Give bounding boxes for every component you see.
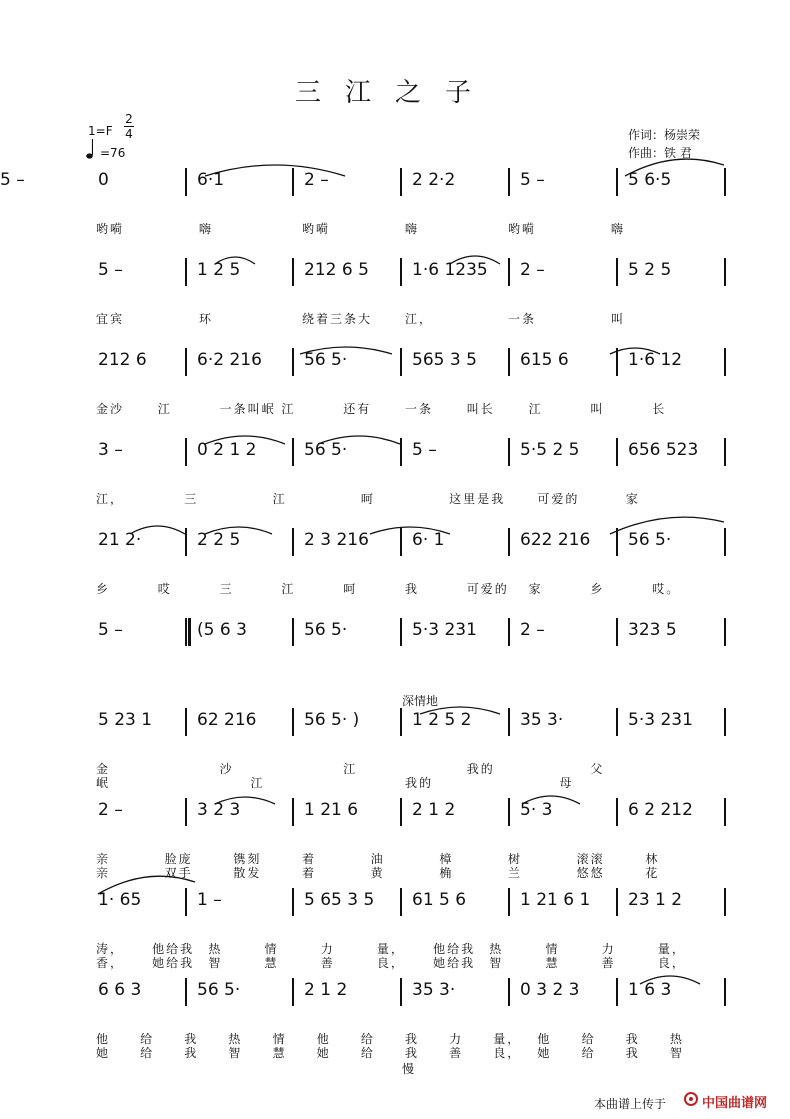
lyric-syllable-verse2: 我 (184, 1046, 199, 1060)
slur-arc (215, 797, 275, 804)
lyric-syllable: 环 (199, 312, 214, 326)
measure-notes: 212 6 5 (304, 260, 369, 280)
lyric-syllable: 樟 (439, 852, 454, 866)
lyric-syllable: 力 (320, 942, 335, 956)
lyric-syllable: 江 (157, 402, 172, 416)
lyric-syllable: 可爱的 (466, 582, 509, 596)
lyric-syllable: 涛， (96, 942, 125, 956)
lyric-syllable-verse2: 良， (657, 956, 686, 970)
lyric-syllable-verse2: 我 (405, 1046, 420, 1060)
measure-notes: 5·5 2 5 (520, 440, 580, 460)
lyric-syllable: 哟嗬 (96, 222, 125, 236)
measure-notes: 6·1 (197, 170, 225, 190)
lyric-syllable: 嗨 (405, 222, 420, 236)
lyric-syllable: 江 (281, 402, 296, 416)
measure-notes: 5 – (98, 620, 123, 640)
slur-arc (625, 159, 724, 176)
lyric-syllable-verse2: 她给我 (152, 956, 195, 970)
lyric-syllable-verse2: 我 (625, 1046, 640, 1060)
lyric-syllable: 热 (489, 942, 504, 956)
lyric-syllable: 家 (528, 582, 543, 596)
measure-notes: 5·3 231 (412, 620, 477, 640)
measure-notes: 3 2 3 (197, 800, 241, 820)
measure-notes: 2 2·2 (412, 170, 456, 190)
lyric-syllable: 金沙 (96, 402, 125, 416)
measure-notes: 23 1 2 (628, 890, 683, 910)
lyric-syllable: 江 (528, 402, 543, 416)
measure-notes: 212 6 (98, 350, 147, 370)
slur-arc (205, 436, 285, 444)
measure-notes: 61 5 6 (412, 890, 467, 910)
lyric-syllable: 哎。 (652, 582, 681, 596)
measure-notes: 2 – (98, 800, 123, 820)
lyric-syllable-verse2: 双手 (164, 866, 193, 880)
lyric-syllable: 脸庞 (164, 852, 193, 866)
lyric-syllable-verse2: 慧 (272, 1046, 287, 1060)
lyric-syllable: 他 (537, 1032, 552, 1046)
slur-arc (450, 256, 500, 264)
lyric-syllable: 我 (405, 582, 420, 596)
lyric-syllable-verse2: 悠悠 (576, 866, 605, 880)
composer-credit: 作曲：铁 君 (628, 146, 692, 160)
lyric-syllable: 绕着三条大 (302, 312, 373, 326)
time-signature-bottom: 4 (125, 127, 133, 141)
lyric-syllable: 给 (140, 1032, 155, 1046)
expression-mark: 深情地 (402, 694, 439, 708)
lyric-syllable: 油 (370, 852, 385, 866)
lyric-syllable: 乡 (96, 582, 111, 596)
expression-mark: 慢 (402, 1062, 415, 1076)
lyric-syllable-verse2: 香， (96, 956, 125, 970)
lyric-syllable: 嗨 (199, 222, 214, 236)
lyric-syllable: 父 (590, 762, 605, 776)
measure-notes: 323 5 (628, 620, 677, 640)
lyric-syllable: 热 (208, 942, 223, 956)
lyric-syllable-verse2: 智 (228, 1046, 243, 1060)
measure-notes: 56 5· (304, 620, 348, 640)
lyric-syllable: 三 (219, 582, 234, 596)
measure-notes: 3 – (98, 440, 123, 460)
lyric-syllable-verse2: 智 (208, 956, 223, 970)
measure-notes: 56 5· (304, 350, 348, 370)
measure-notes: 1·6 1235 (412, 260, 488, 280)
upload-notice: 本曲谱上传于 (594, 1097, 667, 1111)
measure-notes: 5 65 3 5 (304, 890, 375, 910)
time-signature-top: 2 (125, 112, 133, 126)
lyric-syllable: 量， (493, 1032, 522, 1046)
lyric-syllable: 热 (669, 1032, 684, 1046)
lyric-syllable-verse2: 善 (601, 956, 616, 970)
lyric-syllable-verse2: 岷 (96, 776, 111, 790)
measure-notes: 5 2 5 (628, 260, 672, 280)
slur-arc (420, 707, 500, 714)
key-signature: 1=F (88, 124, 113, 138)
measure-notes: 565 3 5 (412, 350, 477, 370)
lyric-syllable-verse2: 善 (449, 1046, 464, 1060)
slur-arc (300, 347, 392, 354)
measure-notes: 0 (98, 170, 109, 190)
measure-notes: 622 216 (520, 530, 591, 550)
lyric-syllable: 他 (316, 1032, 331, 1046)
lyric-syllable: 叫 (611, 312, 626, 326)
tempo-marking: =76 (100, 146, 126, 160)
lyric-syllable: 这里是我 (449, 492, 506, 506)
measure-notes: 1 2 5 (197, 260, 241, 280)
measure-notes: 1 2 5 2 (412, 710, 472, 730)
lyric-syllable: 我 (184, 1032, 199, 1046)
lyric-syllable: 叫长 (466, 402, 495, 416)
lyric-syllable: 他给我 (433, 942, 476, 956)
slur-arc (640, 976, 700, 984)
lyric-syllable-verse2: 着 (302, 866, 317, 880)
lyric-syllable-verse2: 她 (96, 1046, 111, 1060)
lyric-syllable: 亲 (96, 852, 111, 866)
lyric-syllable: 热 (228, 1032, 243, 1046)
lyric-syllable-verse2: 她 (537, 1046, 552, 1060)
lyric-syllable: 江， (96, 492, 125, 506)
lyric-syllable: 可爱的 (537, 492, 580, 506)
lyric-syllable: 三 (184, 492, 199, 506)
measure-notes: 56 5· (628, 530, 672, 550)
measure-notes: 615 6 (520, 350, 569, 370)
lyric-syllable: 我 (625, 1032, 640, 1046)
slur-arc (215, 257, 255, 264)
lyric-syllable: 情 (272, 1032, 287, 1046)
lyric-syllable: 长 (652, 402, 667, 416)
measure-notes: 5 – (0, 170, 25, 190)
slur-arc (610, 517, 724, 534)
lyric-syllable: 我的 (466, 762, 495, 776)
measure-notes: 6 2 212 (628, 800, 693, 820)
lyric-syllable-verse2: 母 (559, 776, 574, 790)
lyric-syllable: 林 (645, 852, 660, 866)
lyric-syllable-verse2: 给 (360, 1046, 375, 1060)
measure-notes: 6 6 3 (98, 980, 142, 1000)
measure-notes: 1·6 12 (628, 350, 683, 370)
lyric-syllable-verse2: 慧 (545, 956, 560, 970)
lyric-syllable: 嗨 (611, 222, 626, 236)
lyric-syllable: 情 (545, 942, 560, 956)
measure-notes: 56 5· (197, 980, 241, 1000)
lyric-syllable: 一条 (405, 402, 434, 416)
lyric-syllable-verse2: 良， (493, 1046, 522, 1060)
measure-notes: 1· 65 (98, 890, 142, 910)
lyric-syllable: 叫 (590, 402, 605, 416)
slur-arc (610, 348, 660, 354)
lyric-syllable-verse2: 江 (250, 776, 265, 790)
lyric-syllable: 滚滚 (576, 852, 605, 866)
lyric-syllable-verse2: 善 (320, 956, 335, 970)
measure-notes: 21 2· (98, 530, 142, 550)
lyric-syllable-verse2: 智 (489, 956, 504, 970)
measure-notes: 2 1 2 (304, 980, 348, 1000)
lyric-syllable: 江， (405, 312, 434, 326)
lyric-syllable: 呵 (360, 492, 375, 506)
measure-notes: 2 2 5 (197, 530, 241, 550)
lyric-syllable: 乡 (590, 582, 605, 596)
lyric-syllable-verse2: 良， (376, 956, 405, 970)
lyric-syllable: 力 (449, 1032, 464, 1046)
lyric-syllable: 量， (657, 942, 686, 956)
slur-arc (205, 527, 272, 534)
measure-notes: 5 6·5 (628, 170, 672, 190)
lyric-syllable: 沙 (219, 762, 234, 776)
lyric-syllable: 镌刻 (233, 852, 262, 866)
slur-arc (370, 527, 450, 534)
lyric-syllable: 情 (264, 942, 279, 956)
measure-notes: 62 216 (197, 710, 257, 730)
lyric-syllable: 我 (405, 1032, 420, 1046)
measure-notes: 56 5· (304, 440, 348, 460)
slur-arc (318, 436, 400, 444)
measure-notes: 2 – (304, 170, 329, 190)
lyric-syllable: 给 (581, 1032, 596, 1046)
measure-notes: 35 3· (412, 980, 456, 1000)
site-logo-icon (684, 1092, 698, 1106)
measure-notes: 5·3 231 (628, 710, 693, 730)
measure-notes: 56 5· ) (304, 710, 360, 730)
lyric-syllable: 给 (360, 1032, 375, 1046)
lyric-syllable-verse2: 亲 (96, 866, 111, 880)
lyric-syllable: 江 (272, 492, 287, 506)
page-title: 三江之子 (294, 78, 495, 108)
lyric-syllable-verse2: 她给我 (433, 956, 476, 970)
measure-notes: 5 – (520, 170, 545, 190)
lyric-syllable: 还有 (343, 402, 372, 416)
measure-notes: 1 21 6 1 (520, 890, 591, 910)
measure-notes: 1 – (197, 890, 222, 910)
lyric-syllable: 宜宾 (96, 312, 125, 326)
lyric-syllable-verse2: 桷 (439, 866, 454, 880)
lyric-syllable: 他给我 (152, 942, 195, 956)
measure-notes: 2 1 2 (412, 800, 456, 820)
lyric-syllable: 哟嗬 (302, 222, 331, 236)
measure-notes: 5 23 1 (98, 710, 153, 730)
measure-notes: 6· 1 (412, 530, 445, 550)
lyric-syllable: 力 (601, 942, 616, 956)
lyric-syllable-verse2: 给 (140, 1046, 155, 1060)
lyric-syllable: 一条叫岷 (219, 402, 276, 416)
slur-arc (98, 876, 195, 894)
measure-notes: 0 2 1 2 (197, 440, 257, 460)
lyric-syllable: 着 (302, 852, 317, 866)
measure-notes: 35 3· (520, 710, 564, 730)
measure-notes: 2 – (520, 260, 545, 280)
slur-arc (205, 165, 345, 176)
measure-notes: 2 – (520, 620, 545, 640)
lyric-syllable-verse2: 智 (669, 1046, 684, 1060)
measure-notes: 2 3 216 (304, 530, 369, 550)
slur-arc (130, 526, 185, 534)
lyric-syllable-verse2: 她 (316, 1046, 331, 1060)
lyric-syllable-verse2: 给 (581, 1046, 596, 1060)
lyric-syllable: 金 (96, 762, 111, 776)
lyric-syllable-verse2: 散发 (233, 866, 262, 880)
lyric-syllable: 哎 (157, 582, 172, 596)
lyric-syllable-verse2: 黄 (370, 866, 385, 880)
lyric-syllable: 江 (343, 762, 358, 776)
lyricist-credit: 作词：杨崇荣 (628, 128, 701, 142)
measure-notes: 1 21 6 (304, 800, 359, 820)
lyric-syllable: 家 (625, 492, 640, 506)
measure-notes: 6·2 216 (197, 350, 262, 370)
slur-arc (522, 796, 580, 804)
lyric-syllable-verse2: 我的 (405, 776, 434, 790)
measure-notes: 656 523 (628, 440, 699, 460)
lyric-syllable: 哟嗬 (508, 222, 537, 236)
measure-notes: 0 3 2 3 (520, 980, 580, 1000)
lyric-syllable: 一条 (508, 312, 537, 326)
lyric-syllable: 树 (508, 852, 523, 866)
lyric-syllable: 他 (96, 1032, 111, 1046)
measure-notes: 5 – (98, 260, 123, 280)
measure-notes: 1 6 3 (628, 980, 672, 1000)
site-logo: 中国曲谱网 (702, 1096, 768, 1111)
measure-notes: (5 6 3 (197, 620, 247, 640)
lyric-syllable-verse2: 花 (645, 866, 660, 880)
measure-notes: 5 – (412, 440, 437, 460)
lyric-syllable: 量， (376, 942, 405, 956)
lyric-syllable-verse2: 兰 (508, 866, 523, 880)
lyric-syllable-verse2: 慧 (264, 956, 279, 970)
lyric-syllable: 江 (281, 582, 296, 596)
lyric-syllable: 呵 (343, 582, 358, 596)
measure-notes: 5· 3 (520, 800, 553, 820)
